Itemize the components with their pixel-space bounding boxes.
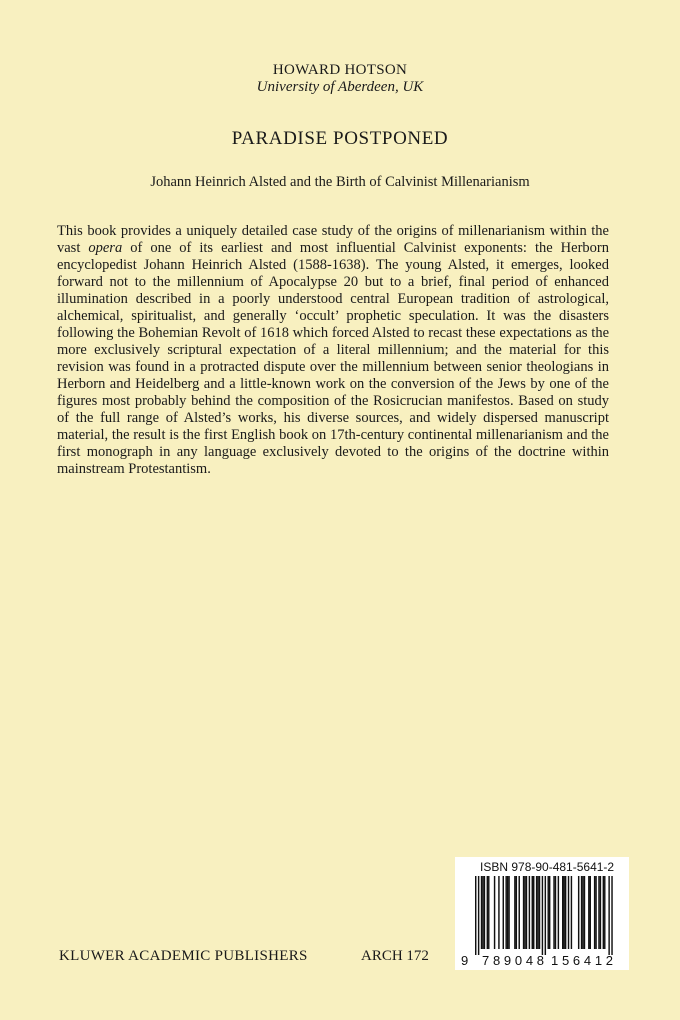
isbn-label: ISBN 978-90-481-5641-2	[480, 860, 615, 874]
author-name: HOWARD HOTSON	[272, 62, 408, 78]
series-number: ARCH 172	[361, 948, 429, 964]
barcode-bar	[539, 876, 540, 949]
barcode-bar	[590, 876, 591, 949]
barcode-right-group: 156412	[551, 953, 613, 968]
barcode-bar	[562, 876, 563, 949]
barcode-bar	[532, 876, 533, 949]
barcode-bar	[584, 876, 585, 949]
barcode-bar	[563, 876, 564, 949]
barcode-bar	[594, 876, 595, 949]
barcode-bar	[600, 876, 601, 949]
barcode-bar	[537, 876, 538, 949]
barcode-bar	[558, 876, 559, 949]
blurb-paragraph	[57, 223, 609, 478]
barcode-bar	[505, 876, 506, 949]
barcode-bar	[519, 876, 520, 949]
barcode-bar	[494, 876, 495, 949]
barcode-bar	[571, 876, 572, 949]
barcode-bar	[478, 876, 479, 955]
barcode-bar	[542, 876, 543, 955]
blurb	[57, 223, 609, 478]
barcode-bar	[598, 876, 599, 949]
barcode-bar	[581, 876, 582, 949]
barcode-bar	[482, 876, 483, 949]
barcode-bar	[498, 876, 499, 949]
barcode-bar	[508, 876, 509, 949]
barcode-bar	[533, 876, 534, 949]
barcode-bar	[582, 876, 583, 949]
blurb-text-rest: of one of its earliest and most influential Calvinist exponents: the Herborn encyclopedist Johann Heinrich Alsted (1588-1638). The young Alsted, it emerges, looked forward not to the millennium of Apocalypse 20 but to a brief, final period of enhanced illumination described in a poorly understood central European tradition of astrological, alchemical, spiritualist, and generally ‘occult’ prophetic speculation. It was the disasters following the Bohemian Revolt of 1618 which forced Alsted to recast these expectations as the more exclusively scriptural expectation of a literal millennium; and the material for this revision was found in a protracted dispute over the millennium between senior theologians in Herborn and Heidelberg and a little-known work on the conversion of the Jews by one of the figures most probably behind the composition of the Rosicrucian manifestos. Based on study of the full range of Alsted’s works, his diverse sources, and widely dispersed manuscript material, the result is the first English book on 17th-century continental millenarianism and the first monograph in any language exclusively devoted to the origins of the doctrine within mainstream Protestantism.	[57, 240, 609, 477]
barcode-bar	[524, 876, 525, 949]
barcode-bar	[595, 876, 596, 949]
book-title: PARADISE POSTPONED	[231, 128, 449, 149]
barcode-bar	[516, 876, 517, 949]
book-subtitle: Johann Heinrich Alsted and the Birth of Calvinist Millenarianism	[150, 174, 530, 190]
barcode-bar	[604, 876, 605, 949]
barcode-bar	[555, 876, 556, 949]
barcode-bar	[588, 876, 589, 949]
barcode-bar	[549, 876, 550, 949]
barcode-bar	[578, 876, 579, 949]
barcode-bar	[487, 876, 488, 949]
barcode-bar	[523, 876, 524, 949]
barcode-bar	[488, 876, 489, 949]
barcode-bar	[507, 876, 508, 949]
barcode-bar	[529, 876, 530, 949]
barcode-bar	[603, 876, 604, 949]
barcode-bar	[553, 876, 554, 949]
author-affiliation: University of Aberdeen, UK	[256, 79, 424, 95]
barcode-bar	[484, 876, 485, 949]
barcode-box	[455, 857, 629, 970]
blurb-emphasis: opera	[88, 240, 123, 256]
barcode-bar	[526, 876, 527, 949]
barcode-bar	[503, 876, 504, 949]
barcode-bar	[475, 876, 476, 955]
publisher-name: KLUWER ACADEMIC PUBLISHERS	[59, 948, 308, 964]
barcode-bar	[545, 876, 546, 955]
barcode-bar	[611, 876, 612, 955]
barcode-lead-digit: 9	[461, 953, 469, 968]
barcode-bar	[481, 876, 482, 949]
barcode-bar	[608, 876, 609, 955]
barcode-left-group: 789048	[482, 953, 544, 968]
barcode-bar	[548, 876, 549, 949]
barcode-bar	[565, 876, 566, 949]
blurb-text-start: This book provides a uniquely detailed case study of the origins of millenarianism within the vast	[57, 223, 609, 256]
barcode-bars	[475, 876, 613, 955]
barcode-bar	[568, 876, 569, 949]
barcode-bar	[536, 876, 537, 949]
barcode-bar	[514, 876, 515, 949]
